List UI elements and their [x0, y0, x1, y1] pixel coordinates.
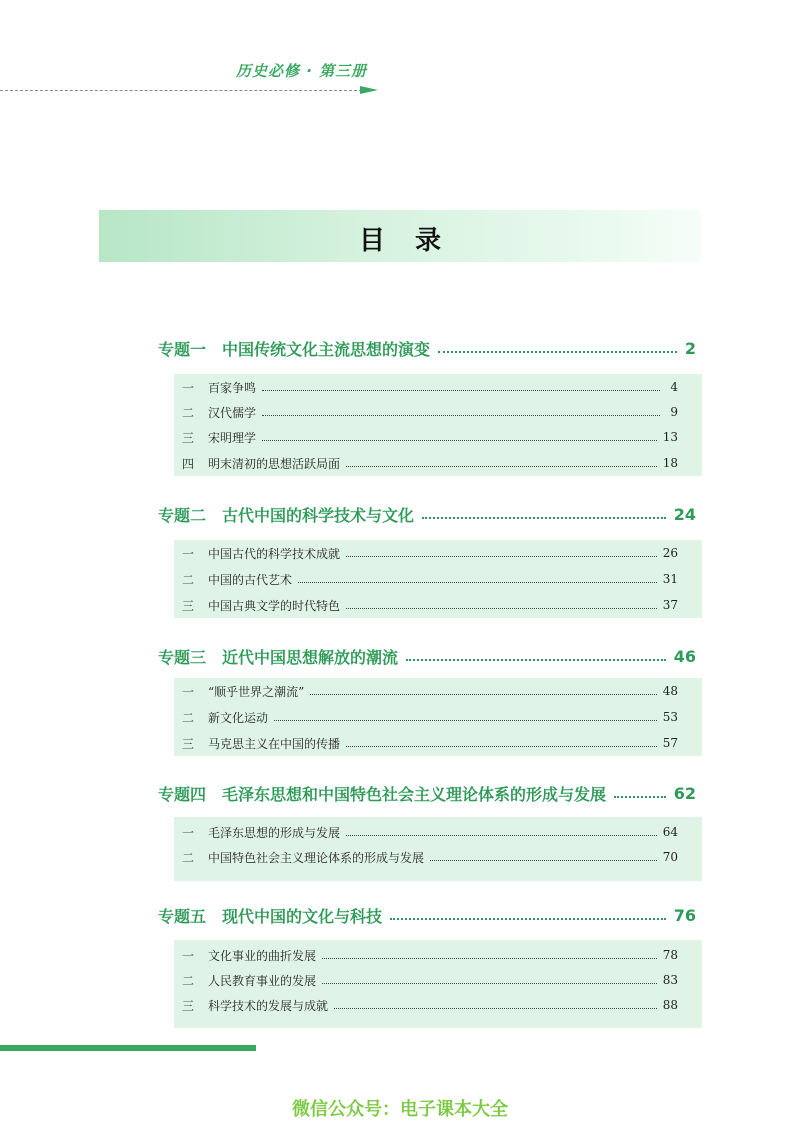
chapter-4[interactable] [158, 781, 696, 805]
section-item[interactable] [182, 403, 678, 421]
section-title: 科学技术的发展与成就 [208, 998, 329, 1013]
bottom-accent-bar [0, 1045, 256, 1051]
section-title: 中国古典文学的时代特色 [208, 598, 341, 613]
section-item[interactable] [182, 682, 678, 700]
dot-leader [334, 1008, 657, 1009]
section-page: 9 [670, 405, 678, 419]
chapter-1[interactable] [158, 336, 696, 360]
chapter-page: 2 [684, 338, 696, 358]
section-page: 4 [670, 380, 678, 394]
dot-leader [430, 860, 657, 861]
section-item[interactable] [182, 570, 678, 588]
section-item[interactable] [182, 996, 678, 1014]
chapter-number: 专题二 [158, 505, 207, 525]
chapter-number: 专题一 [158, 339, 207, 359]
section-item[interactable] [182, 734, 678, 752]
chapter-page: 62 [673, 783, 696, 803]
section-item[interactable] [182, 454, 678, 472]
section-page: 57 [662, 736, 678, 750]
section-page: 18 [662, 456, 678, 470]
section-number: 一 [182, 825, 195, 840]
section-number: 四 [182, 456, 195, 471]
section-page: 31 [662, 572, 678, 586]
dot-leader [346, 608, 657, 609]
dot-leader [346, 746, 657, 747]
section-list-2 [174, 540, 702, 618]
chapter-number: 专题四 [158, 784, 207, 804]
section-number: 三 [182, 998, 195, 1013]
section-title: 汉代儒学 [208, 405, 257, 420]
section-title: 人民教育事业的发展 [208, 973, 317, 988]
chapter-page: 46 [673, 646, 696, 666]
dot-leader [614, 796, 666, 798]
section-page: 37 [662, 598, 678, 612]
dot-leader [310, 694, 656, 695]
dot-leader [262, 440, 657, 441]
dot-leader [346, 835, 657, 836]
dot-leader [346, 556, 657, 557]
dot-leader [322, 983, 657, 984]
section-item[interactable] [182, 708, 678, 726]
section-title: 中国的古代艺术 [208, 572, 293, 587]
section-page: 88 [662, 998, 678, 1012]
chapter-title: 古代中国的科学技术与文化 [222, 505, 415, 525]
section-item[interactable] [182, 544, 678, 562]
chapter-number: 专题五 [158, 906, 207, 926]
header-dashed-rule [0, 90, 362, 91]
section-page: 48 [662, 684, 678, 698]
section-number: 二 [182, 973, 195, 988]
section-title: 百家争鸣 [208, 380, 257, 395]
section-item[interactable] [182, 596, 678, 614]
chapter-title: 中国传统文化主流思想的演变 [222, 339, 431, 359]
section-number: 一 [182, 546, 195, 561]
dot-leader [274, 720, 657, 721]
section-item[interactable] [182, 428, 678, 446]
section-item[interactable] [182, 823, 678, 841]
section-title: “顺乎世界之潮流” [208, 684, 305, 699]
toc-title-banner [99, 210, 701, 262]
dot-leader [406, 659, 666, 661]
section-title: 中国特色社会主义理论体系的形成与发展 [208, 850, 425, 865]
section-title: 新文化运动 [208, 710, 269, 725]
dot-leader [438, 351, 677, 353]
section-title: 宋明理学 [208, 430, 257, 445]
toc-title: 目录 [358, 226, 471, 256]
section-list-5 [174, 940, 702, 1028]
section-page: 83 [662, 973, 678, 987]
section-title: 毛泽东思想的形成与发展 [208, 825, 341, 840]
section-list-1 [174, 374, 702, 476]
dot-leader [346, 466, 657, 467]
dot-leader [262, 390, 660, 391]
arrow-right-icon [360, 86, 378, 94]
section-number: 二 [182, 572, 195, 587]
dot-leader [422, 517, 666, 519]
chapter-5[interactable] [158, 903, 696, 927]
book-title: 历史必修 · 第三册 [236, 62, 368, 80]
section-page: 70 [662, 850, 678, 864]
chapter-2[interactable] [158, 502, 696, 526]
section-page: 53 [662, 710, 678, 724]
section-list-3 [174, 678, 702, 756]
section-item[interactable] [182, 848, 678, 866]
section-number: 一 [182, 380, 195, 395]
section-page: 78 [662, 948, 678, 962]
section-number: 三 [182, 598, 195, 613]
section-page: 64 [662, 825, 678, 839]
chapter-title: 毛泽东思想和中国特色社会主义理论体系的形成与发展 [222, 784, 607, 804]
dot-leader [262, 415, 660, 416]
section-title: 马克思主义在中国的传播 [208, 736, 341, 751]
section-item[interactable] [182, 971, 678, 989]
chapter-page: 24 [673, 504, 696, 524]
chapter-page: 76 [673, 905, 696, 925]
section-title: 明末清初的思想活跃局面 [208, 456, 341, 471]
dot-leader [298, 582, 657, 583]
footer-watermark: 微信公众号：电子课本大全 [292, 1099, 508, 1120]
section-page: 13 [662, 430, 678, 444]
chapter-3[interactable] [158, 644, 696, 668]
dot-leader [390, 918, 666, 920]
section-number: 二 [182, 710, 195, 725]
dot-leader [322, 958, 657, 959]
section-item[interactable] [182, 378, 678, 396]
section-number: 三 [182, 736, 195, 751]
section-number: 一 [182, 684, 195, 699]
section-title: 文化事业的曲折发展 [208, 948, 317, 963]
section-number: 一 [182, 948, 195, 963]
section-item[interactable] [182, 946, 678, 964]
section-number: 三 [182, 430, 195, 445]
chapter-title: 近代中国思想解放的潮流 [222, 647, 399, 667]
section-page: 26 [662, 546, 678, 560]
chapter-title: 现代中国的文化与科技 [222, 906, 383, 926]
section-number: 二 [182, 405, 195, 420]
section-title: 中国古代的科学技术成就 [208, 546, 341, 561]
section-number: 二 [182, 850, 195, 865]
chapter-number: 专题三 [158, 647, 207, 667]
section-list-4 [174, 817, 702, 881]
